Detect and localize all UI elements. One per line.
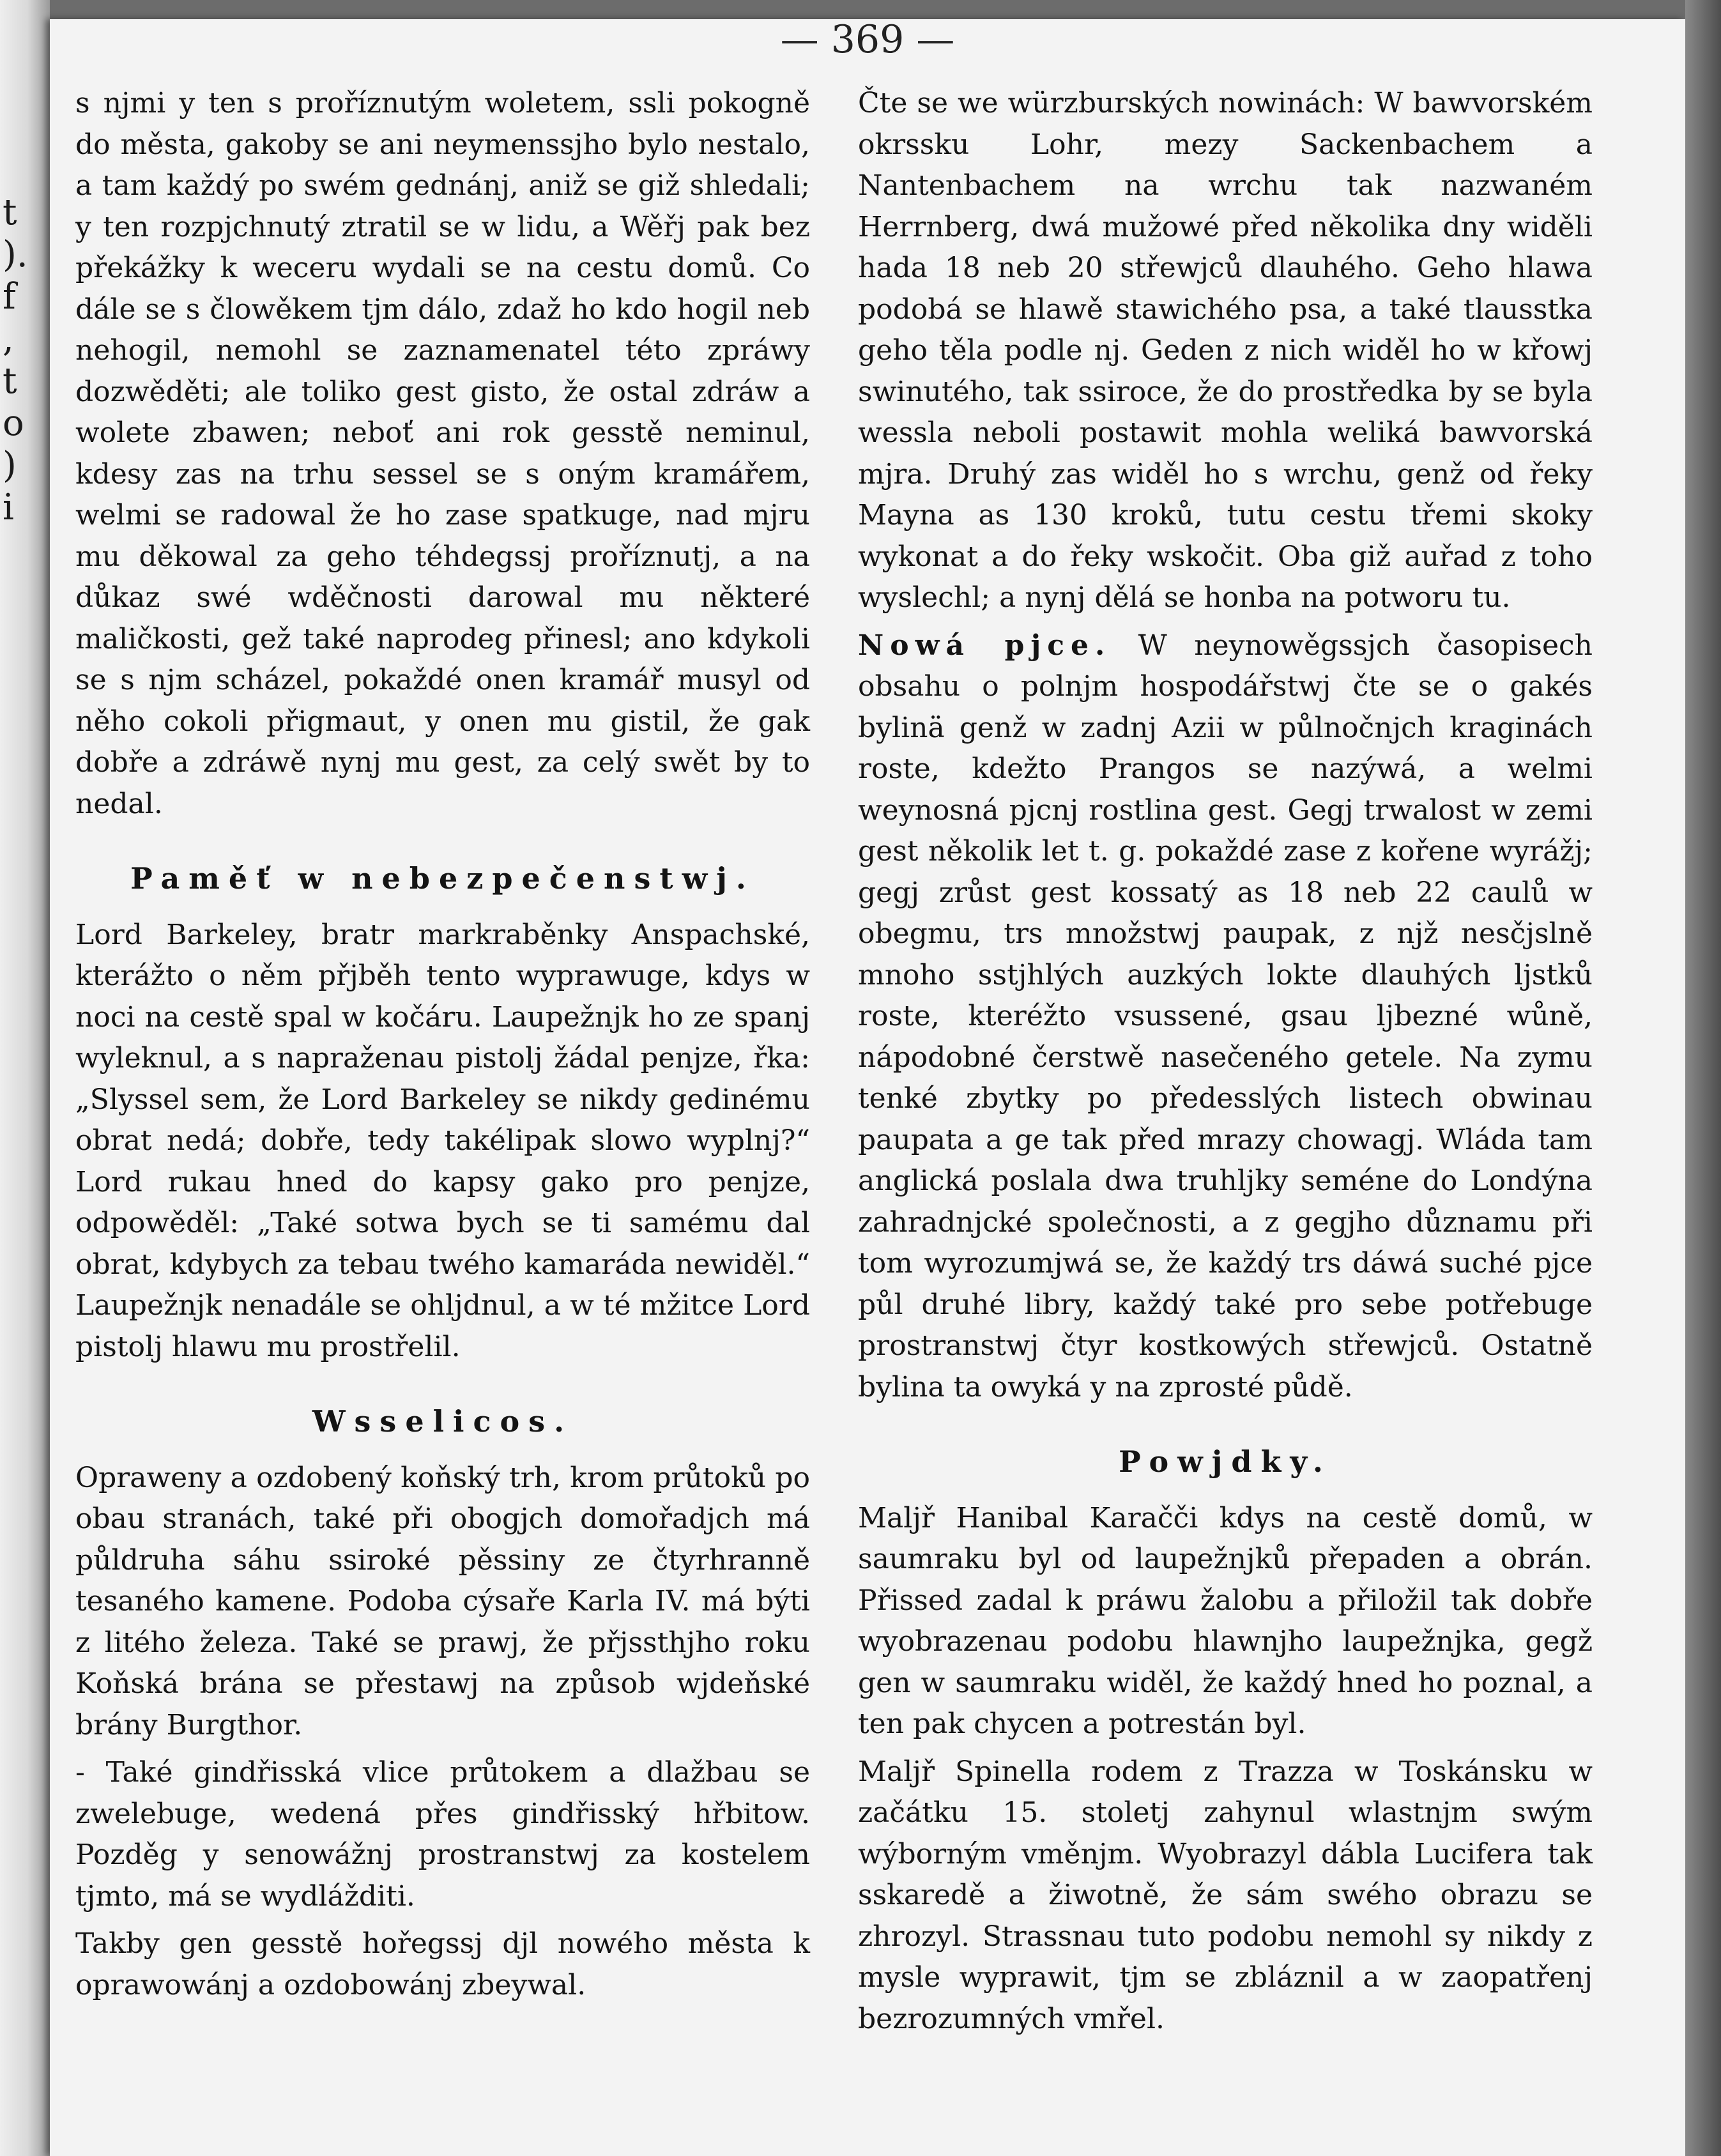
edge-fragment: o [3, 402, 24, 444]
edge-fragment: t [3, 360, 17, 402]
paragraph: Opraweny a ozdobený koňský trh, krom průtoků po obau stranách, také při obogjch domořadjch má půldruha sáhu ssiroké pěssiny ze čtyrhranně tesaného kamene. Podoba cýsaře Karla IV. má býti z litého železa. Také se prawj, že přjssthjho roku Koňská brána se přestawj na způsob wjdeňské brány Burgthor. [75, 1461, 810, 1741]
edge-fragment: ). [3, 234, 28, 275]
edge-fragment: f [3, 276, 16, 317]
scan-shadow-edge [1685, 0, 1721, 2156]
paragraph: - Také gindřisská vlice průtokem a dlažbau se zwelebuge, wedená přes gindřisský hřbitow. Pozděg y senowážnj prostranstwj za kostelem tjmto, má se wydlážditi. [75, 1756, 810, 1913]
edge-fragment: i [3, 487, 14, 528]
previous-page-fragments [3, 192, 28, 529]
edge-fragment: , [3, 318, 14, 360]
paragraph [858, 625, 1593, 1409]
right-column [858, 83, 1593, 2040]
page-number: — 369 — [780, 17, 955, 62]
paragraph: s njmi y ten s proříznutým woletem, ssli pokogně do města, gakoby se ani neymenssjho bylo nestalo, a tam každý po swém gednánj, aniž se giž shledali; y ten rozpjchnutý ztratil se w lidu, a Wěřj pak bez překážky k weceru wydali se na cestu domů. Co dále se s člowěkem tjm dálo, zdaž ho kdo hogil neb nehogil, nemohl se zaznamenatel této zpráwy dozwěděti; ale toliko gest gisto, že ostal zdráw a wolete zbawen; neboť ani rok gesstě neminul, kdesy zas na trhu sessel se s oným kramářem, welmi se radowal že ho zase spatkuge, nad mjru mu děkowal za geho téhdegssj proříznutj, a na důkaz swé wděčnosti darowal mu některé maličkosti, gež také naprodeg přinesl; ano kdykoli se s njm scházel, pokaždé onen kramář musyl od něho cokoli přigmaut, y onen mu gistil, že gak dobře a zdráwě nynj mu gest, za celý swět by to nedal. [75, 87, 810, 820]
section-heading: Powjdky. [1119, 1444, 1332, 1479]
section-heading: Paměť w nebezpečenstwj. [130, 861, 755, 896]
left-column [75, 83, 810, 2006]
paragraph: Lord Barkeley, bratr markraběnky Anspachské, kterážto o něm přjběh tento wyprawuge, kdys w noci na cestě spal w kočáru. Laupežnjk ho ze spanj wyleknul, a s naprаženau pistolj žádal penjze, řka: „Slyssel sem, že Lord Barkeley se nikdy gedinému obrat nedá; dobře, tedy takélipak slowo wyplnj?“ Lord rukau hned do kapsy gako pro penjze, odpowěděl: „Také sotwa bych se ti samému dal obrat, kdybych za tebau twého kamaráda newiděl.“ Laupežnjk nenadále se ohljdnul, a w té mžitce Lord pistolj hlawu mu prostřelil. [75, 918, 810, 1363]
paragraph: Takby gen gesstě hořegssj djl nowého města k oprawowánj a ozdobowánj zbeywal. [75, 1927, 810, 2001]
paragraph: Čte se we würzburských nowinách: W bawvorském okrssku Lohr, mezy Sackenbachem a Nantenbachem na wrchu tak nazwaném Herrnberg, dwá mužowé před několika dny widěli hada 18 neb 20 střewjců dlauhého. Geho hlawa podobá se hlawě stawichého psa, a také tlausstka geho těla podle nj. Geden z nich widěl ho w křowj swinutého, tak ssiroce, že do prostředka by se byla wessla neboli postawit mohla weliká bawvorská mjra. Druhý zas widěl ho s wrchu, genž od řeky Mayna as 130 kroků, tutu cestu třemi skoky wykonat a do řeky wskočit. Oba giž auřad z toho wyslechl; a nynj dělá se honba na potworu tu. [858, 87, 1593, 614]
paragraph: Maljř Hanibal Karačči kdys na cestě domů, w saumraku byl od laupežnjků přepaden a obrán. Přissed zadal k práwu žalobu a přiložil tak dobře wyobrazenau podobu hlawnjho laupežnjka, gegž gen w saumraku widěl, že každý hned ho poznal, a ten pak chycen a potrestán byl. [858, 1501, 1593, 1740]
paragraph-body: W neynowěgssjch časopisech obsahu o polnjm hospodářstwj čte se o gakés bylinä genž w zadnj Azii w půlnočnjch kraginách roste, kdežto Prangos se nazýwá, a welmi weynosná pjcnj rostlina gest. Gegj trwalost w zemi gest několik let t. g. pokaždé zase z kořene wyrážj; gegj zrůst gest kossatý as 18 neb 22 caulů w obegmu, trs množstwj paupak, z njž nesčjslně mnoho sstjhlých auzkých lokte dlauhých ljstků roste, kteréžto vsussené, gsau ljbezné wůně, nápodobné čerstwě nasečeného getele. Na zymu tenké zbytky po předesslých listech obwinau paupata a ge tak před mrazy chowagj. Wláda tam anglická poslala dwa truhljky seméne do Londýna zahradnjcké společnosti, a z gegjho důznamu při tom wyrozumjwá se, že každý trs dáwá suché pjce půl druhé libry, každý také pro sebe potřebuge prostranstwj čtyr kostkowých střewjců. Ostatně bylina ta owyká y na zprosté půdě. [858, 629, 1593, 1403]
paragraph: Maljř Spinella rodem z Trazza w Toskánsku w začátku 15. stoletj zahynul wlastnjm swým wýborným vměnjm. Wyobrazyl dábla Lucifera tak sskaredě a žiwotně, že sám swého obrazu se zhrozyl. Strassnau tuto podobu nemohl sy nikdy z mysle wyprawit, tjm se zbláznil a w zaopatřenj bezrozumných vmřel. [858, 1755, 1593, 2035]
previous-page-edge [0, 0, 50, 2156]
edge-fragment: t [3, 192, 17, 233]
section-heading: Wsselicos. [312, 1404, 574, 1439]
edge-fragment: ) [3, 445, 17, 486]
paragraph-lead: Nowá pjce. [858, 629, 1112, 662]
page [50, 19, 1685, 2156]
